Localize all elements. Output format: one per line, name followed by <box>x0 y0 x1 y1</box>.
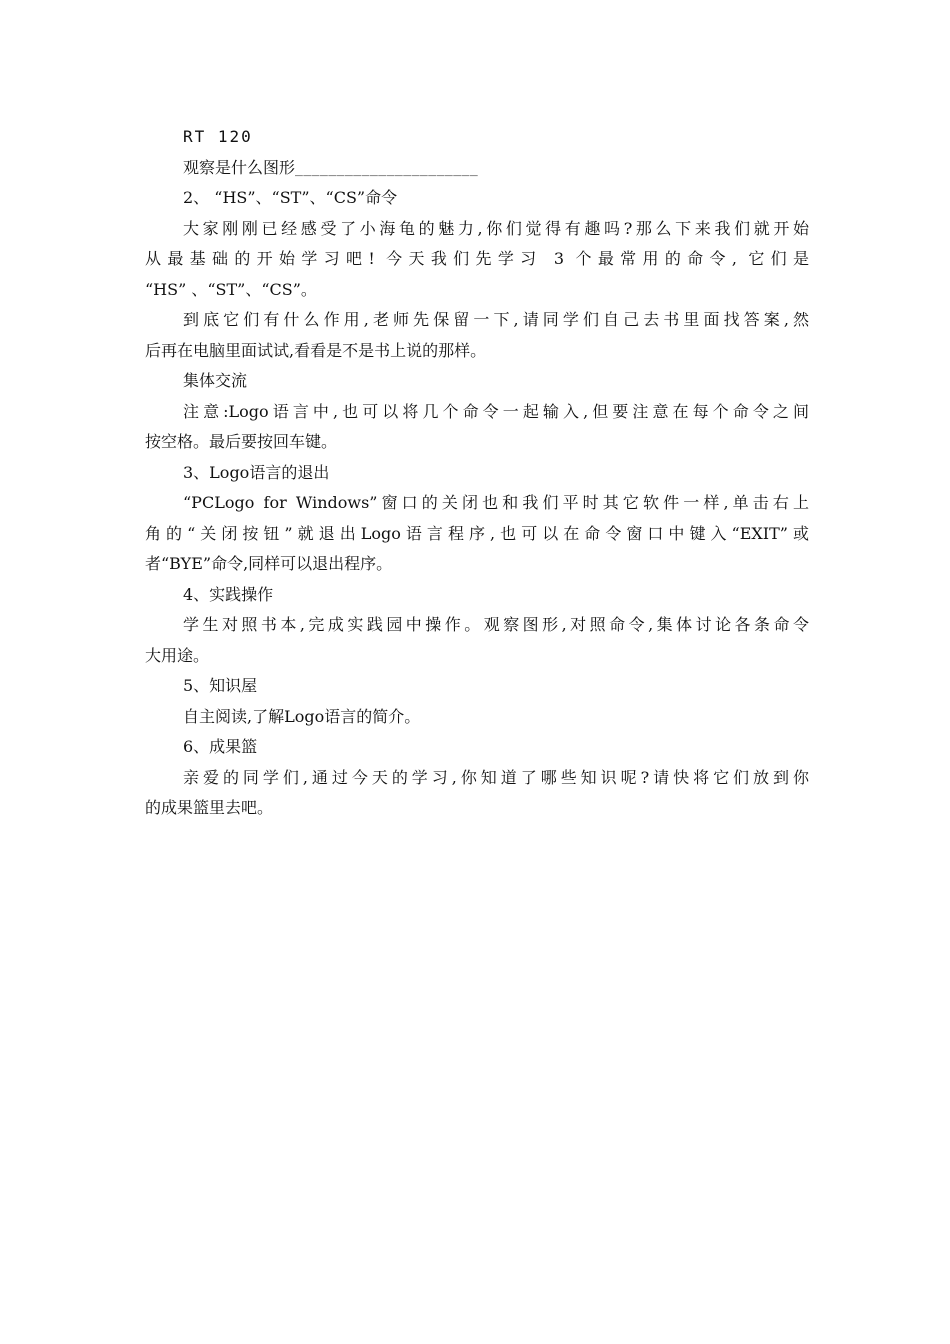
paragraph-intro-line-2: 从最基础的开始学习吧! 今天我们先学习 3 个最常用的命令, 它们是 <box>145 249 809 268</box>
paragraph-purpose-line-1: 到底它们有什么作用,老师先保留一下,请同学们自己去书里面找答案,然 <box>183 310 809 329</box>
document-body <box>145 122 809 824</box>
answer-blank: ______________________ <box>295 161 479 177</box>
paragraph-summary-line-2: 的成果篮里去吧。 <box>145 798 274 817</box>
section-heading-4: 4、实践操作 <box>183 584 274 604</box>
observe-prompt-text: 观察是什么图形 <box>183 157 296 177</box>
paragraph-practice-line-2: 大用途。 <box>145 645 210 665</box>
paragraph-exit-line-3: 者“BYE”命令,同样可以退出程序。 <box>145 554 393 573</box>
paragraph-summary-line-1: 亲爱的同学们,通过今天的学习,你知道了哪些知识呢?请快将它们放到你 <box>183 767 809 787</box>
group-discussion: 集体交流 <box>183 371 248 390</box>
paragraph-intro-line-1: 大家刚刚已经感受了小海龟的魅力,你们觉得有趣吗?那么下来我们就开始 <box>183 218 809 238</box>
code-line-rt: RT 120 <box>183 127 253 146</box>
paragraph-exit-line-1: “PCLogo for Windows”窗口的关闭也和我们平时其它软件一样,单击右上 <box>183 493 809 512</box>
note-line-2: 按空格。最后要按回车键。 <box>145 432 338 451</box>
paragraph-purpose-line-2: 后再在电脑里面试试,看看是不是书上说的那样。 <box>145 340 487 360</box>
observe-prompt <box>145 153 809 184</box>
paragraph-practice-line-1: 学生对照书本,完成实践园中操作。观察图形,对照命令,集体讨论各条命令 <box>183 615 809 634</box>
section-heading-3: 3、Logo语言的退出 <box>183 462 330 482</box>
paragraph-exit-line-2: 角的“关闭按钮”就退出Logo语言程序,也可以在命令窗口中键入“EXIT”或 <box>145 523 809 543</box>
section-heading-6: 6、成果篮 <box>183 737 258 756</box>
section-heading-5: 5、知识屋 <box>183 676 258 695</box>
section-heading-2: 2、 “HS”、“ST”、“CS”命令 <box>183 188 398 207</box>
paragraph-intro-line-3: “HS” 、“ST”、“CS”。 <box>145 279 317 299</box>
paragraph-reading: 自主阅读,了解Logo语言的简介。 <box>183 706 421 726</box>
note-line-1: 注意:Logo语言中,也可以将几个命令一起输入,但要注意在每个命令之间 <box>183 401 809 421</box>
